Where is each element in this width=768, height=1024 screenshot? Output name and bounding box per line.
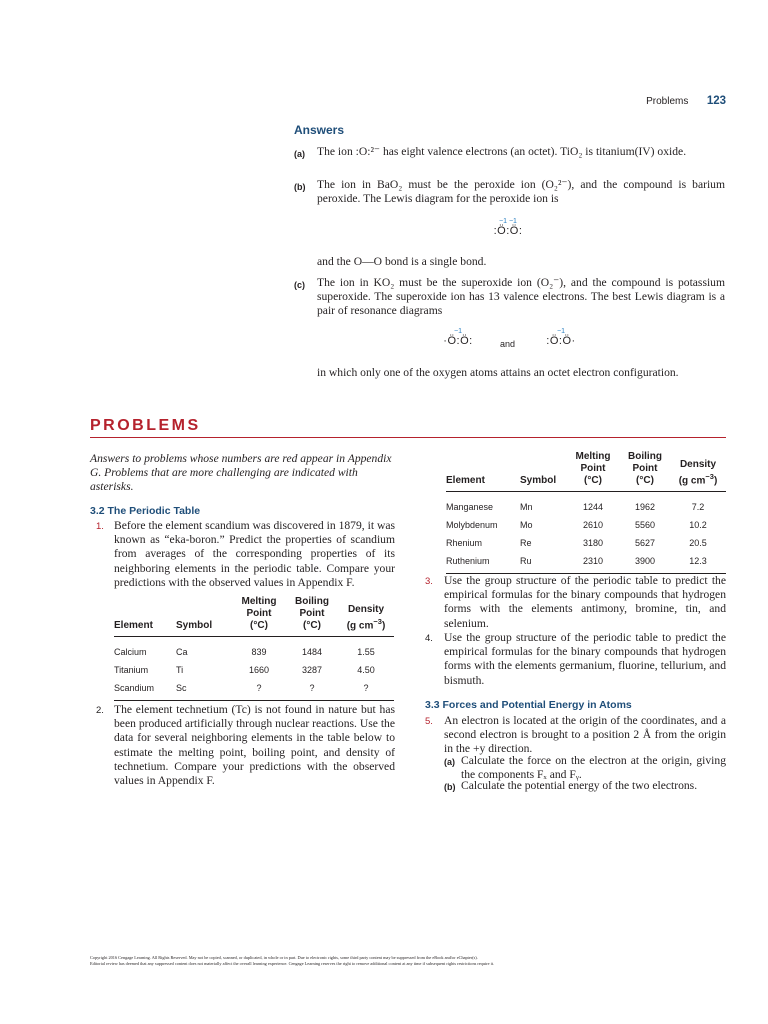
t1-cell: ?	[256, 683, 262, 693]
t1-col-melting: Melting Point (°C)	[241, 596, 277, 631]
t2-cell: 3180	[582, 538, 604, 548]
problem-5b-text: Calculate the potential energy of the two electrons.	[461, 779, 698, 792]
answers-heading: Answers	[294, 123, 345, 137]
problem-5a-text: Calculate the force on the electron at the origin, giving the components Fₓ and Fᵧ.	[461, 754, 726, 782]
t2-cell: 1962	[634, 502, 656, 512]
problem-2-number: 2.	[96, 705, 104, 716]
problem-1-text: Before the element scandium was discovered in 1879, it was known as “eka-boron.” Predict the properties of scandium from averages of the corresponding properties of its neighboring elements in the periodic table. Compare your predictions with the observed values in Appendix F.	[114, 519, 395, 589]
table-manganese-group	[446, 451, 726, 574]
running-header	[0, 91, 726, 109]
answer-a-text: The ion :O:²⁻ has eight valence electrons (an octet). TiO₂ is titanium(IV) oxide.	[317, 145, 687, 158]
problem-4-number: 4.	[425, 633, 433, 644]
problem-4-text: Use the group structure of the periodic table to predict the empirical formulas for the binary compounds that hydrogen forms with the elements germanium, fluorine, tellurium, and bismuth.	[444, 631, 726, 687]
peroxide-charges: −1 −1	[499, 218, 517, 225]
section-3-3-heading: 3.3 Forces and Potential Energy in Atoms	[425, 699, 632, 711]
t2-cell: Mo	[520, 520, 533, 530]
t1-col-density: Density (g $cm^{-3}$)	[346, 603, 386, 631]
superoxide-right-charge: −1	[557, 328, 565, 335]
resonance-and: and	[500, 339, 516, 349]
t1-cell: Scandium	[114, 683, 155, 693]
t1-cell: 839	[251, 647, 267, 657]
t2-cell: 5560	[634, 520, 656, 530]
t2-cell: 2310	[582, 556, 604, 566]
table-calcium-titanium-scandium	[114, 596, 394, 701]
table-row	[446, 492, 726, 517]
problem-5-text: An electron is located at the origin of the coordinates, and a second electron is brought to a position 2 Å from the origin in the +y direction.	[444, 714, 726, 756]
answer-b-label: (b)	[294, 182, 306, 192]
page-number: 123	[706, 95, 726, 107]
t1-col-symbol: Symbol	[176, 620, 213, 631]
t2-cell: 1244	[582, 502, 604, 512]
t2-cell: 2610	[582, 520, 604, 530]
problems-intro: Answers to problems whose numbers are red appear in Appendix G. Problems that are more challenging are indicated with asterisks.	[90, 452, 392, 494]
t1-cell: 3287	[301, 665, 323, 675]
t1-cell: 4.50	[357, 665, 375, 675]
t1-col-element: Element	[114, 620, 153, 631]
running-title: Problems	[646, 96, 689, 107]
table-row	[114, 679, 394, 701]
superoxide-lewis-left	[438, 328, 478, 347]
t2-cell: 5627	[634, 538, 656, 548]
copyright-line-1: Copyright 2016 Cengage Learning. All Rights Reserved. May not be copied, scanned, or duplicated, in whole or in part. Due to electronic rights, some third party content may be suppressed from the eBook and/or eChapter(s).	[90, 955, 478, 960]
superoxide-right-structure: :Ö:Ö·	[546, 335, 576, 347]
problem-5b-label: (b)	[444, 782, 456, 792]
t2-cell: 7.2	[691, 502, 705, 512]
superoxide-left-charge: −1	[454, 328, 462, 335]
copyright-footer	[90, 955, 690, 967]
t1-cell: Ca	[176, 647, 188, 657]
problem-5-number: 5.	[425, 716, 433, 727]
table-row	[446, 534, 726, 552]
problems-heading-rule	[90, 437, 726, 438]
t2-cell: 10.2	[689, 520, 707, 530]
answer-b-after: and the O—O bond is a single bond.	[317, 255, 487, 268]
answer-c-label: (c)	[294, 280, 305, 290]
t1-cell: 1484	[301, 647, 323, 657]
t2-cell: 20.5	[689, 538, 707, 548]
section-3-2-heading: 3.2 The Periodic Table	[90, 505, 201, 517]
t2-cell: 12.3	[689, 556, 707, 566]
problem-3-number: 3.	[425, 576, 433, 587]
peroxide-structure: :Ö:Ö:	[493, 225, 523, 237]
t2-cell: Manganese	[446, 502, 494, 512]
t1-cell: Calcium	[114, 647, 147, 657]
t2-col-density: Density (g $cm^{-3}$)	[678, 458, 718, 486]
t1-cell: Sc	[176, 683, 187, 693]
answer-a-label: (a)	[294, 149, 305, 159]
t1-cell: ?	[309, 683, 315, 693]
t2-cell: Molybdenum	[446, 520, 498, 530]
superoxide-lewis-right	[541, 328, 581, 347]
t2-col-symbol: Symbol	[520, 475, 557, 486]
t2-cell: Ru	[520, 556, 532, 566]
problem-5a-label: (a)	[444, 757, 455, 767]
answer-c-after: in which only one of the oxygen atoms attains an octet electron configuration.	[317, 366, 679, 379]
problem-1-number: 1.	[96, 521, 104, 532]
t1-cell: Ti	[176, 665, 184, 675]
t2-col-element: Element	[446, 475, 485, 486]
answer-b-text: The ion in BaO₂ must be the peroxide ion (O₂²⁻), and the compound is barium peroxide. The Lewis diagram for the peroxide ion is	[317, 178, 725, 206]
table-row	[114, 661, 394, 679]
t2-cell: Rhenium	[446, 538, 483, 548]
answer-c-text: The ion in KO₂ must be the superoxide ion (O₂⁻), and the compound is potassium superoxide. The superoxide ion has 13 valence electrons. The best Lewis diagram is a pair of resonance diagrams	[317, 276, 725, 318]
t2-col-melting: Melting Point (°C)	[575, 451, 611, 486]
problem-2-text: The element technetium (Tc) is not found in nature but has been produced artificially through nuclear reactions. Use the data for several neighboring elements in the table below to estimate the melting point, boiling point, and density of technetium. Compare your predictions with the observed values in Appendix F.	[114, 703, 395, 788]
t1-cell: 1.55	[357, 647, 375, 657]
problems-heading: PROBLEMS	[90, 417, 201, 434]
t2-col-boiling: Boiling Point (°C)	[628, 451, 662, 486]
peroxide-lewis-diagram	[488, 218, 528, 237]
t1-col-boiling: Boiling Point (°C)	[295, 596, 329, 631]
t1-cell: ?	[363, 683, 369, 693]
table-row	[446, 516, 726, 534]
superoxide-left-structure: ·Ö:Ö:	[443, 335, 473, 347]
t1-cell: 1660	[248, 665, 270, 675]
problem-3-text: Use the group structure of the periodic table to predict the empirical formulas for the binary compounds that hydrogen forms with the elements antimony, bromine, tin, and selenium.	[444, 574, 726, 630]
t1-cell: Titanium	[114, 665, 149, 675]
t2-cell: Mn	[520, 502, 533, 512]
copyright-line-2: Editorial review has deemed that any suppressed content does not materially affect the overall learning experience. Cengage Learning reserves the right to remove additional content at any time if subsequent rights restrictions require it.	[90, 961, 495, 966]
t2-cell: Re	[520, 538, 532, 548]
t2-cell: 3900	[634, 556, 656, 566]
table-row	[446, 552, 726, 574]
t2-cell: Ruthenium	[446, 556, 490, 566]
table-row	[114, 637, 394, 662]
